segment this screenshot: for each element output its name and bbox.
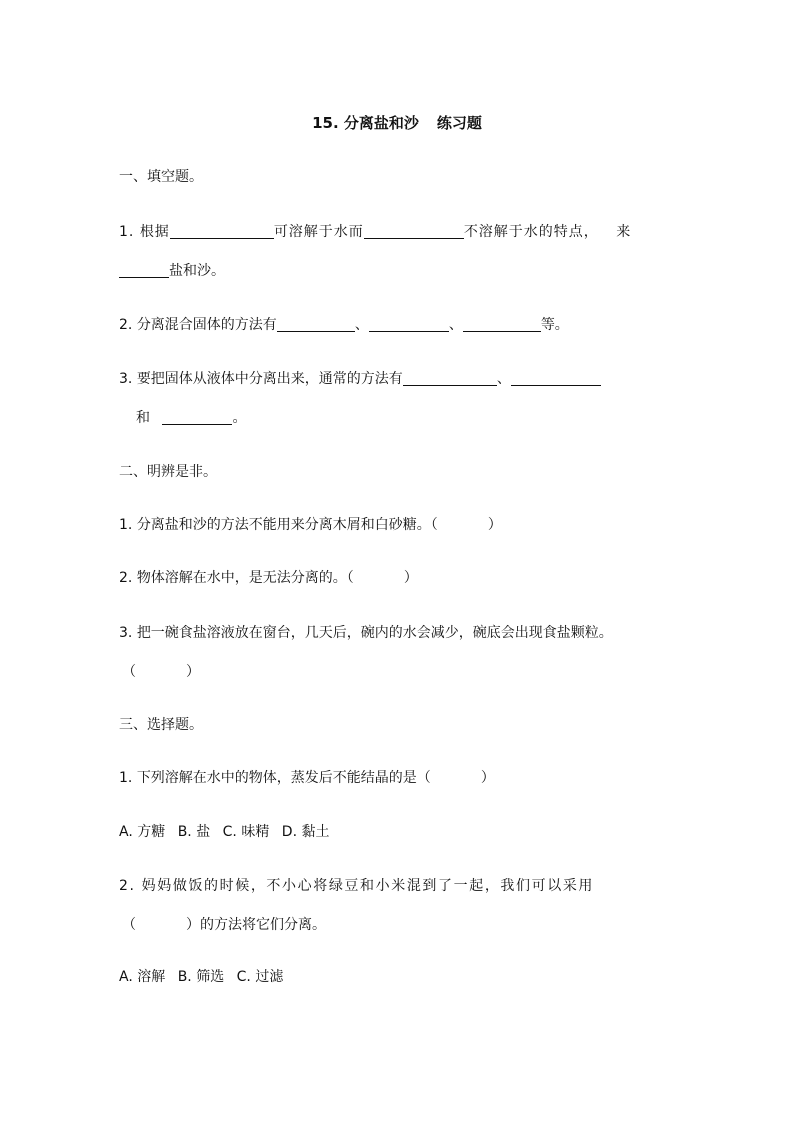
fill-q3-line2 [136, 407, 246, 427]
title-suffix: 练习题 [436, 114, 482, 132]
choice-q2-options [119, 966, 283, 986]
answer-blank[interactable] [170, 223, 274, 239]
paren-close: ） [186, 664, 200, 680]
tf-q2 [119, 567, 418, 587]
fill-q3-line1 [119, 368, 601, 388]
fill-q1-text2: 可溶解于水而 [273, 224, 364, 240]
tf-q1-text: 分离盐和沙的方法不能用来分离木屑和白砂糖。（ [136, 517, 438, 533]
choice-q1 [119, 767, 495, 787]
paren-close: ） [480, 770, 495, 786]
paren-open: （ [122, 917, 136, 933]
choice-q2-text: 妈妈做饭的时候，不小心将绿豆和小米混到了一起，我们可以采用 [141, 878, 595, 894]
tf-q3-text: 把一碗食盐溶液放在窗台，几天后，碗内的水会减少，碗底会出现食盐颗粒。 [136, 625, 613, 641]
question-number: 2. [119, 570, 133, 586]
option-text[interactable]: 过滤 [255, 969, 284, 985]
answer-blank[interactable] [119, 262, 169, 278]
question-number: 3. [119, 625, 133, 641]
section-heading-true-false: 二、明辨是非。 [119, 464, 217, 480]
option-letter: C. [236, 969, 251, 985]
fill-q3-and: 和 [136, 410, 150, 426]
fill-q3-end: 。 [232, 410, 247, 426]
option-text[interactable]: 溶解 [137, 969, 166, 985]
fill-q2 [119, 314, 569, 334]
fill-q1-text1: 根据 [139, 224, 170, 240]
page-title [0, 112, 794, 133]
question-number: 2. [119, 317, 133, 333]
tf-q2-text: 物体溶解在水中，是无法分离的。（ [136, 570, 354, 586]
title-name: 分离盐和沙 [343, 114, 419, 132]
option-text[interactable]: 盐 [196, 824, 211, 840]
answer-blank[interactable] [369, 316, 449, 332]
paren-close: ） [403, 570, 418, 586]
choice-q1-options [119, 821, 329, 841]
option-text[interactable]: 味精 [241, 824, 270, 840]
paren-open: （ [122, 664, 136, 680]
tf-q1 [119, 514, 502, 534]
title-number: 15. [312, 114, 339, 132]
section-heading-choice: 三、选择题。 [119, 717, 203, 733]
option-letter: A. [119, 824, 133, 840]
question-number: 1. [119, 517, 133, 533]
answer-blank[interactable] [403, 370, 497, 386]
option-letter: A. [119, 969, 133, 985]
question-number: 2. [119, 878, 136, 894]
choice-q2-line2 [122, 914, 326, 934]
option-letter: B. [177, 824, 192, 840]
separator: 、 [496, 371, 511, 387]
fill-q1-line2 [119, 260, 225, 280]
answer-blank[interactable] [162, 409, 232, 425]
option-text[interactable]: 方糖 [137, 824, 166, 840]
option-text[interactable]: 黏土 [301, 824, 330, 840]
tf-q3-line2 [122, 661, 200, 681]
fill-q2-text: 分离混合固体的方法有 [136, 317, 277, 333]
choice-q2-line1 [119, 875, 594, 895]
fill-q2-end: 等。 [540, 317, 569, 333]
fill-q1-text5: 盐和沙。 [169, 263, 225, 279]
option-letter: B. [177, 969, 192, 985]
choice-q1-text: 下列溶解在水中的物体，蒸发后不能结晶的是（ [136, 770, 431, 786]
separator: 、 [354, 317, 369, 333]
answer-blank[interactable] [364, 223, 464, 239]
question-number: 1. [119, 224, 135, 240]
option-text[interactable]: 筛选 [196, 969, 225, 985]
fill-q1-text4: 来 [616, 224, 632, 240]
fill-q1-text3: 不溶解于水的特点， [463, 224, 599, 240]
question-number: 3. [119, 371, 133, 387]
answer-blank[interactable] [277, 316, 355, 332]
question-number: 1. [119, 770, 133, 786]
paren-close: ） [487, 517, 502, 533]
answer-blank[interactable] [511, 370, 601, 386]
separator: 、 [448, 317, 463, 333]
tf-q3-line1 [119, 622, 613, 642]
option-letter: D. [281, 824, 298, 840]
choice-q2-close: ）的方法将它们分离。 [186, 917, 326, 933]
option-letter: C. [222, 824, 237, 840]
section-heading-fill-blank: 一、填空题。 [119, 169, 203, 185]
answer-blank[interactable] [463, 316, 541, 332]
fill-q1-line1 [119, 221, 631, 241]
fill-q3-text: 要把固体从液体中分离出来，通常的方法有 [136, 371, 403, 387]
